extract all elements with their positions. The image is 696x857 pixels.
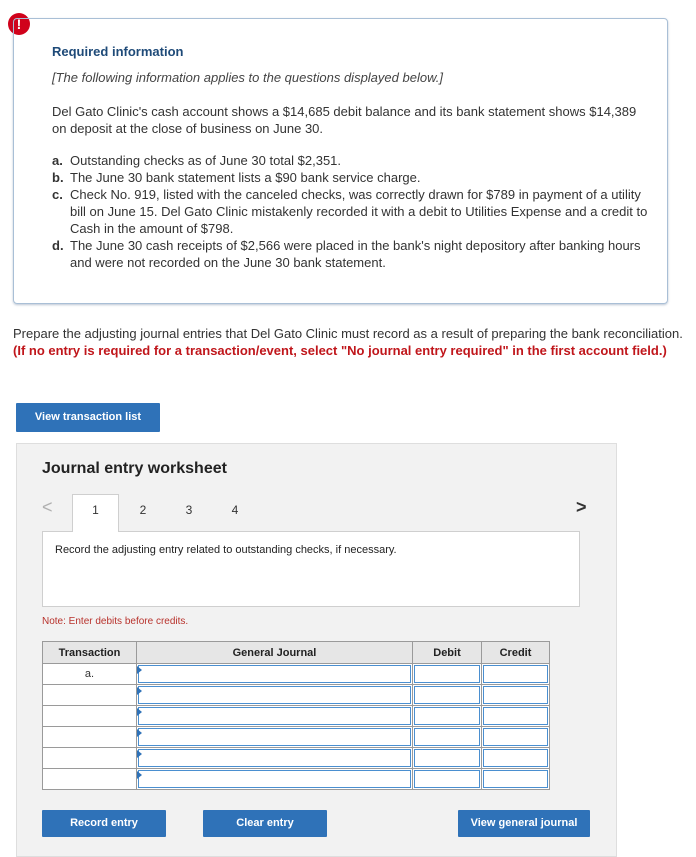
journal-entry-table bbox=[42, 641, 550, 790]
prev-arrow-icon[interactable]: < bbox=[42, 497, 53, 517]
record-entry-button[interactable]: Record entry bbox=[42, 810, 166, 837]
item-letter: b. bbox=[52, 170, 64, 185]
view-transaction-list-button[interactable]: View transaction list bbox=[16, 403, 160, 432]
debit-input[interactable] bbox=[413, 664, 482, 685]
credit-input[interactable] bbox=[482, 685, 550, 706]
credit-field[interactable] bbox=[483, 749, 548, 767]
table-row bbox=[43, 664, 550, 685]
info-paragraph: Del Gato Clinic's cash account shows a $14,685 debit balance and its bank statement shows $14,389 on deposit at the close of business on June 30. bbox=[52, 104, 637, 136]
credit-field[interactable] bbox=[483, 686, 548, 704]
clear-entry-button[interactable]: Clear entry bbox=[203, 810, 327, 837]
item-text: The June 30 bank statement lists a $90 bank service charge. bbox=[70, 170, 421, 185]
credit-input[interactable] bbox=[482, 706, 550, 727]
debit-field[interactable] bbox=[414, 707, 480, 725]
debit-field[interactable] bbox=[414, 770, 480, 788]
account-field[interactable] bbox=[138, 728, 411, 746]
tab-2[interactable]: 2 bbox=[139, 503, 147, 517]
dropdown-caret-icon bbox=[137, 771, 142, 779]
tab-4[interactable]: 4 bbox=[231, 503, 239, 517]
table-row bbox=[43, 685, 550, 706]
credit-input[interactable] bbox=[482, 769, 550, 790]
instruction-text: Record the adjusting entry related to outstanding checks, if necessary. bbox=[55, 544, 397, 556]
column-header-transaction: Transaction bbox=[43, 642, 137, 664]
debit-input[interactable] bbox=[413, 748, 482, 769]
item-text: The June 30 cash receipts of $2,566 were placed in the bank's night depository after banking hours and were not recorded on the June 30 bank statement. bbox=[70, 238, 641, 270]
item-letter: d. bbox=[52, 238, 64, 253]
info-item-list bbox=[52, 152, 652, 271]
transaction-cell bbox=[43, 685, 137, 706]
question-prompt bbox=[13, 325, 696, 359]
credit-input[interactable] bbox=[482, 727, 550, 748]
debit-field[interactable] bbox=[414, 665, 480, 683]
note-text: Note: Enter debits before credits. bbox=[42, 616, 189, 627]
list-item bbox=[52, 152, 652, 169]
transaction-cell bbox=[43, 727, 137, 748]
transaction-cell: a. bbox=[43, 664, 137, 685]
credit-field[interactable] bbox=[483, 728, 548, 746]
alert-icon: ! bbox=[8, 13, 30, 35]
list-item bbox=[52, 169, 652, 186]
next-arrow-icon[interactable]: > bbox=[576, 497, 587, 517]
dropdown-caret-icon bbox=[137, 687, 142, 695]
table-row bbox=[43, 727, 550, 748]
view-general-journal-button[interactable]: View general journal bbox=[458, 810, 590, 837]
transaction-cell bbox=[43, 706, 137, 727]
column-header-general-journal: General Journal bbox=[137, 642, 413, 664]
item-letter: a. bbox=[52, 153, 63, 168]
column-header-debit: Debit bbox=[413, 642, 482, 664]
dropdown-caret-icon bbox=[137, 666, 142, 674]
debit-field[interactable] bbox=[414, 749, 480, 767]
debit-field[interactable] bbox=[414, 728, 480, 746]
item-letter: c. bbox=[52, 187, 63, 202]
item-text: Outstanding checks as of June 30 total $2,351. bbox=[70, 153, 342, 168]
transaction-cell bbox=[43, 769, 137, 790]
debit-input[interactable] bbox=[413, 769, 482, 790]
account-select[interactable] bbox=[137, 685, 413, 706]
instruction-box bbox=[42, 531, 580, 607]
dropdown-caret-icon bbox=[137, 729, 142, 737]
credit-field[interactable] bbox=[483, 770, 548, 788]
prompt-text: Prepare the adjusting journal entries that Del Gato Clinic must record as a result of preparing the bank reconciliation. bbox=[13, 326, 683, 341]
info-subtitle: [The following information applies to the questions displayed below.] bbox=[52, 70, 443, 85]
worksheet-title: Journal entry worksheet bbox=[42, 460, 227, 477]
credit-field[interactable] bbox=[483, 707, 548, 725]
credit-field[interactable] bbox=[483, 665, 548, 683]
table-row bbox=[43, 748, 550, 769]
account-select[interactable] bbox=[137, 664, 413, 685]
debit-input[interactable] bbox=[413, 727, 482, 748]
list-item bbox=[52, 237, 652, 271]
column-header-credit: Credit bbox=[482, 642, 550, 664]
account-field[interactable] bbox=[138, 686, 411, 704]
table-header-row bbox=[43, 642, 550, 664]
table-row bbox=[43, 706, 550, 727]
credit-input[interactable] bbox=[482, 664, 550, 685]
prompt-highlight: (If no entry is required for a transaction/event, select "No journal entry required" in the first account field.) bbox=[13, 343, 667, 358]
credit-input[interactable] bbox=[482, 748, 550, 769]
account-select[interactable] bbox=[137, 727, 413, 748]
account-field[interactable] bbox=[138, 707, 411, 725]
debit-field[interactable] bbox=[414, 686, 480, 704]
list-item bbox=[52, 186, 652, 237]
info-title: Required information bbox=[52, 44, 184, 59]
table-row bbox=[43, 769, 550, 790]
tab-1[interactable]: 1 bbox=[72, 494, 119, 532]
account-field[interactable] bbox=[138, 665, 411, 683]
account-select[interactable] bbox=[137, 769, 413, 790]
dropdown-caret-icon bbox=[137, 708, 142, 716]
dropdown-caret-icon bbox=[137, 750, 142, 758]
debit-input[interactable] bbox=[413, 685, 482, 706]
account-field[interactable] bbox=[138, 770, 411, 788]
account-select[interactable] bbox=[137, 748, 413, 769]
account-field[interactable] bbox=[138, 749, 411, 767]
debit-input[interactable] bbox=[413, 706, 482, 727]
item-text: Check No. 919, listed with the canceled checks, was correctly drawn for $789 in payment of a utility bill on June 15. Del Gato Clinic mistakenly recorded it with a debit to Utilities Expense and a credit to Cash in the amount of $798. bbox=[70, 187, 648, 236]
account-select[interactable] bbox=[137, 706, 413, 727]
transaction-cell bbox=[43, 748, 137, 769]
tab-3[interactable]: 3 bbox=[185, 503, 193, 517]
